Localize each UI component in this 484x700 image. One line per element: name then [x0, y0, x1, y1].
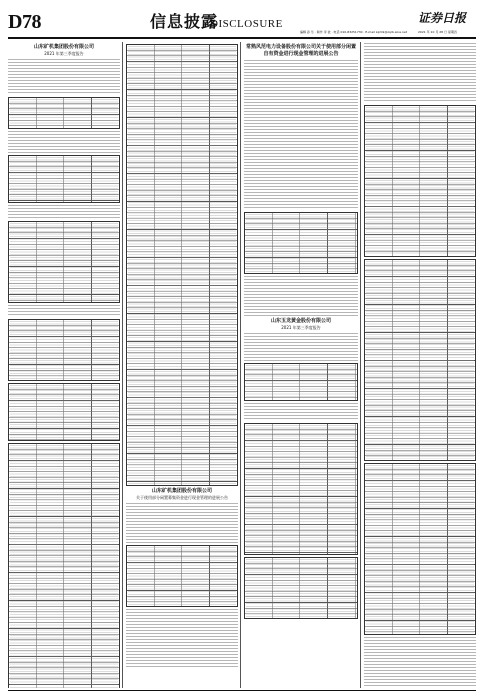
body-text	[244, 276, 358, 316]
editor-contact: 编辑 孙 乐 · 制作 李 波 · 电话 010-83251730 · E-mail zqrb9@zqrb.sina.net	[300, 30, 407, 34]
article-subtitle: 2021 年第三季度报告	[44, 50, 84, 56]
data-table	[8, 319, 120, 381]
body-text	[8, 205, 120, 219]
page-number: D78	[8, 11, 41, 33]
column-4	[364, 42, 476, 688]
article-title: 山东矿机集团股份有限公司	[33, 44, 94, 50]
data-table	[244, 363, 358, 401]
cash-flow-table	[364, 463, 476, 635]
data-table	[244, 423, 358, 555]
data-table	[8, 97, 120, 129]
column-divider	[122, 42, 123, 688]
data-table	[8, 383, 120, 441]
issue-date: 2021 年 10 月 28 日 星期四	[418, 30, 457, 34]
section-title-en: DISCLOSURE	[210, 18, 283, 30]
article-subtitle: 2021 年第三季度报告	[281, 324, 321, 330]
body-text	[8, 131, 120, 153]
column-3	[244, 42, 358, 688]
body-text	[364, 637, 476, 687]
data-table	[8, 155, 120, 203]
data-table	[244, 212, 358, 274]
body-text	[126, 609, 238, 669]
masthead-rule	[8, 37, 476, 39]
column-1	[8, 42, 120, 688]
body-text	[8, 305, 120, 317]
section-title-cn: 信息披露	[150, 12, 219, 31]
body-text	[364, 43, 476, 103]
masthead	[0, 0, 484, 40]
balance-sheet-table	[8, 443, 120, 688]
body-text	[8, 59, 120, 95]
body-text	[244, 403, 358, 421]
article-title: 山东玉龙黄金股份有限公司	[270, 318, 331, 324]
newspaper-logo: 证券日报	[418, 11, 467, 25]
body-text	[126, 503, 238, 543]
data-table	[8, 221, 120, 303]
column-divider	[240, 42, 241, 688]
financial-table	[364, 259, 476, 461]
article-title: 常熟风范电力设备股份有限公司关于使用部分闲置自有资金进行现金管理的进展公告	[245, 44, 356, 57]
data-table	[244, 557, 358, 619]
column-2	[126, 42, 238, 688]
article-heading	[8, 44, 120, 56]
article-heading	[126, 488, 238, 500]
article-heading	[244, 318, 358, 330]
body-text	[244, 333, 358, 361]
article-title: 山东矿机集团股份有限公司	[151, 488, 212, 494]
column-divider	[360, 42, 361, 688]
body-text	[244, 60, 358, 210]
data-table	[364, 105, 476, 257]
article-heading	[244, 44, 358, 57]
footer-rule	[8, 690, 476, 691]
data-table	[126, 545, 238, 607]
article-subtitle: 关于使用部分闲置募集资金进行现金管理的进展公告	[136, 494, 228, 500]
financial-table	[126, 44, 238, 486]
